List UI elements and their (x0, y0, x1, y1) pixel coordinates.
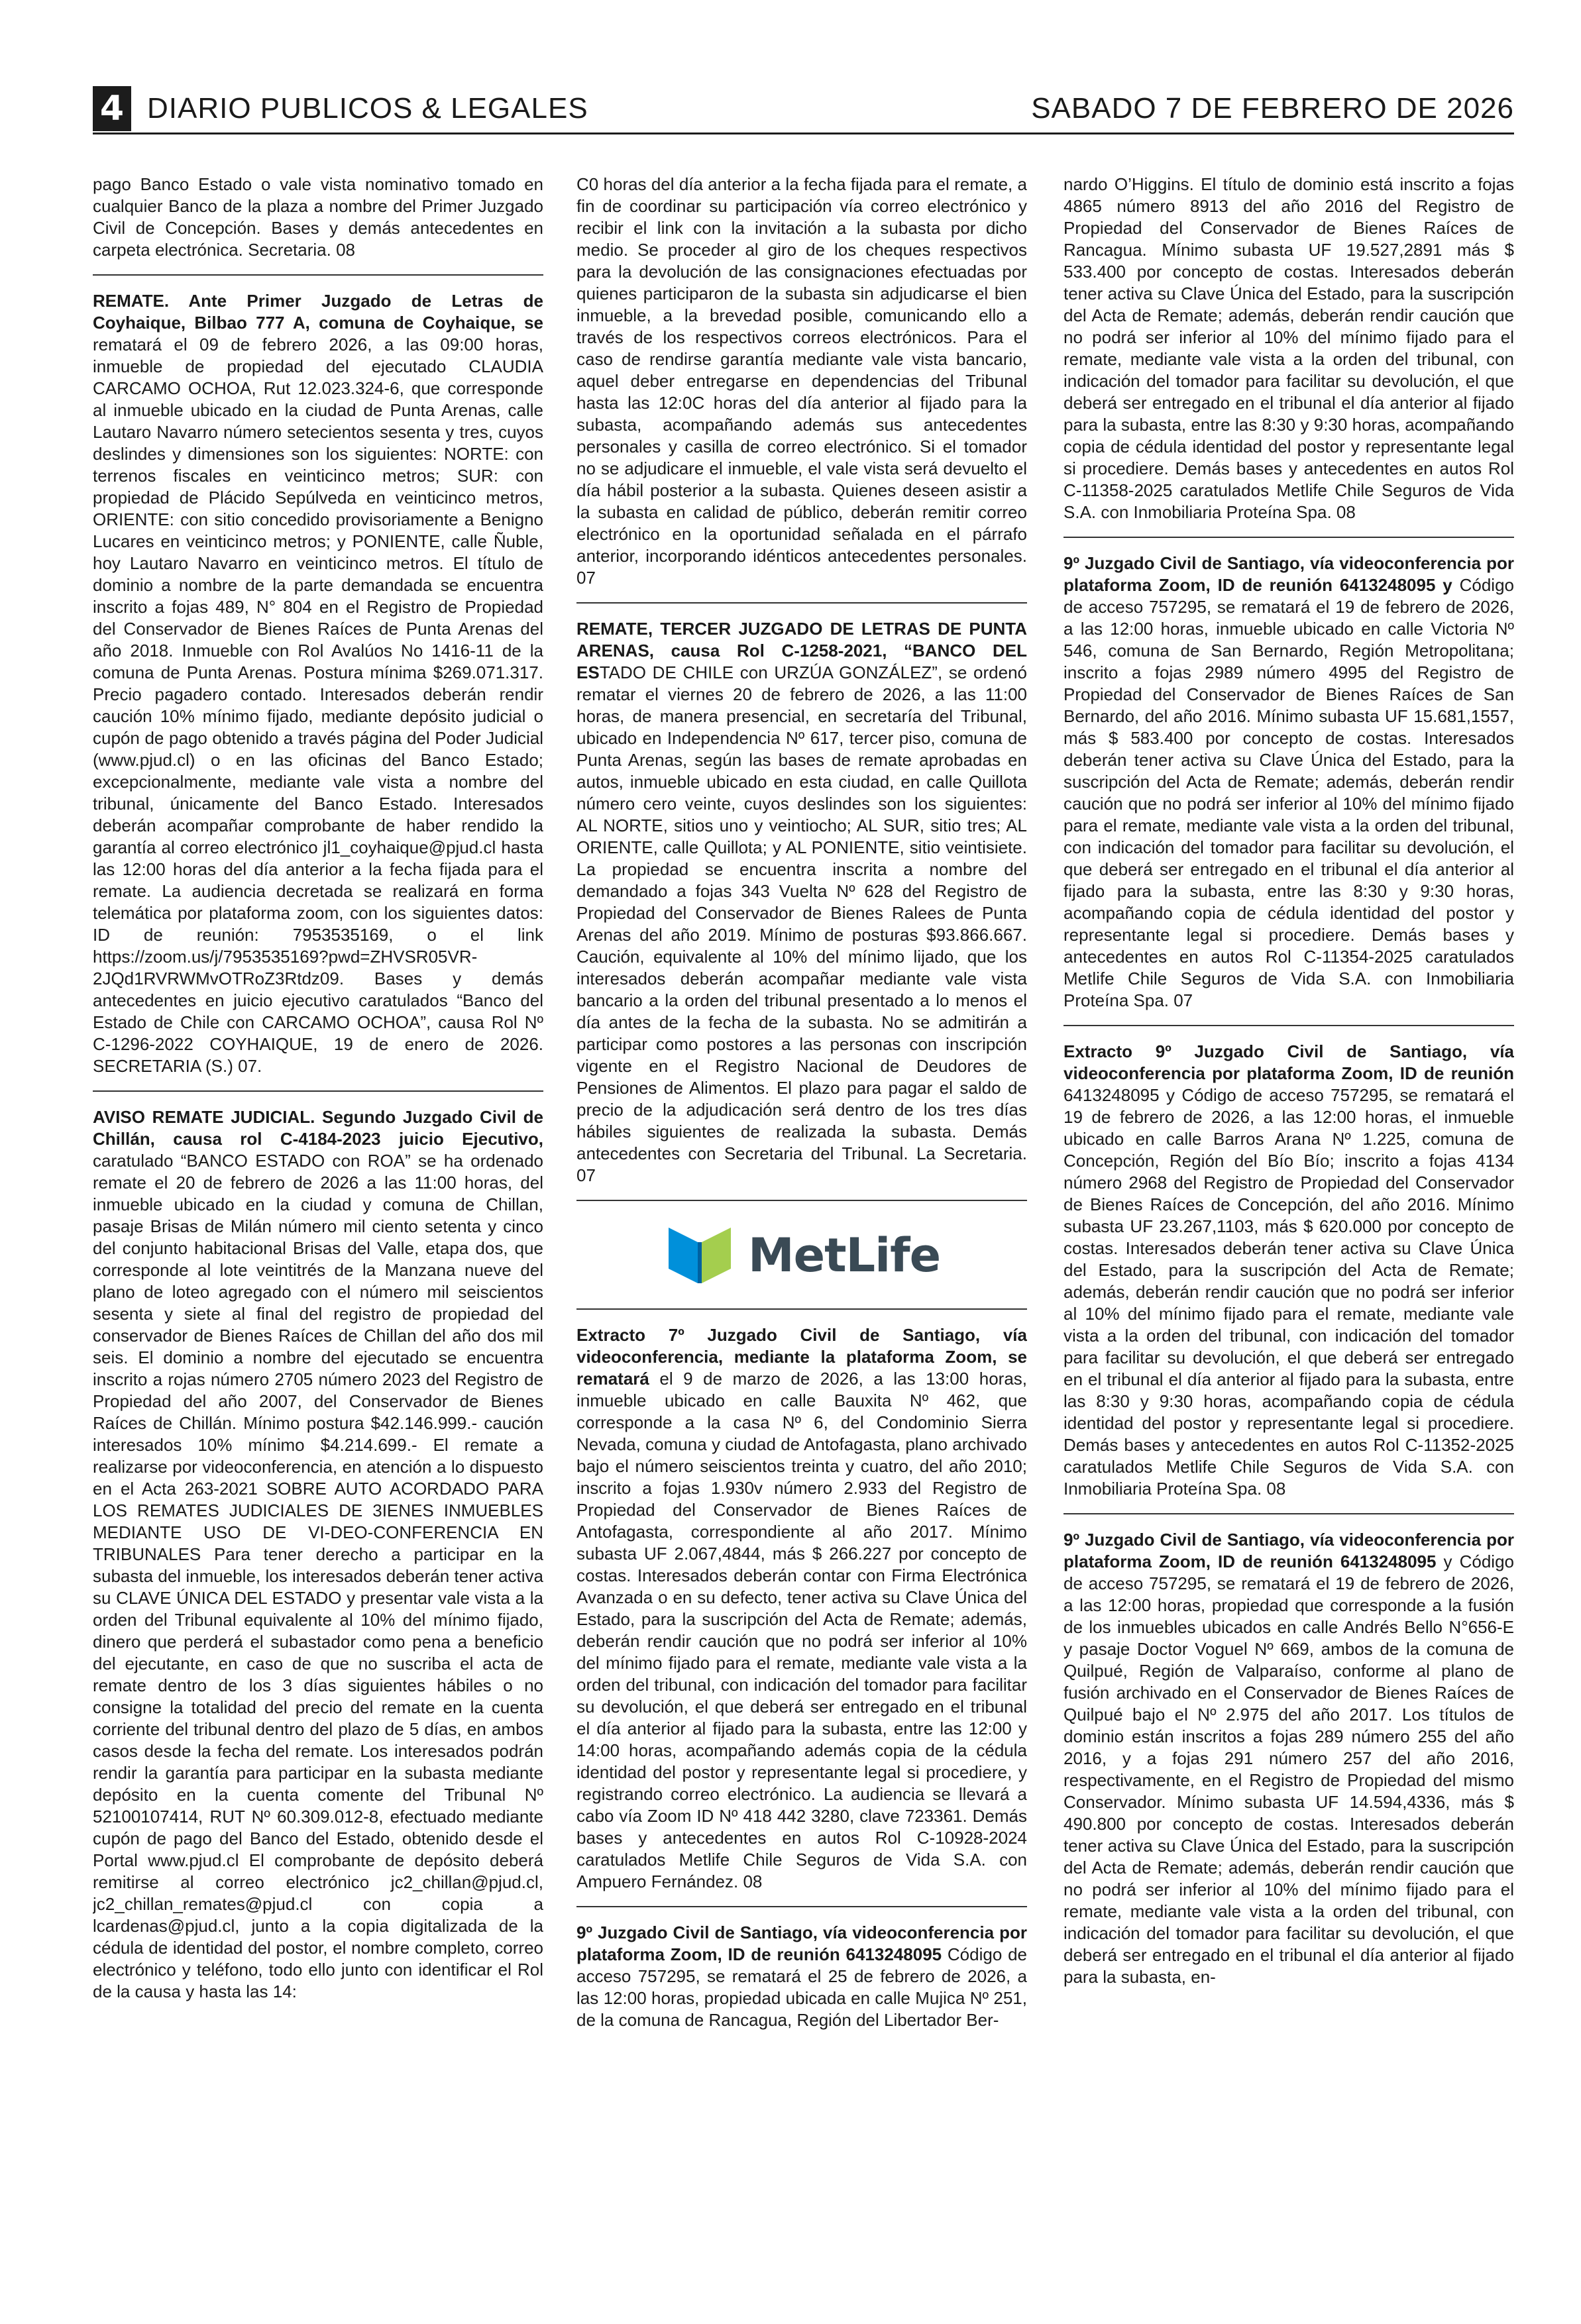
notice-body: Código de acceso 757295, se rematará el 25 de febrero de 2026, a las 12:00 horas, propiedad ubicada en calle Mujica Nº 251, de la comuna de Rancagua, Región del Libertador Ber- (576, 1944, 1027, 2030)
notice-text (576, 174, 1027, 589)
metlife-logo-icon (663, 1222, 736, 1289)
notice-text (93, 174, 543, 261)
notice-heading: REMATE, TERCER JUZGADO DE LETRAS DE PUNTA ARENAS, causa Rol C-1258-2021, “BANCO DEL ES (576, 619, 1027, 682)
notice-body: pago Banco Estado o vale vista nominativo tomado en cualquier Banco de la plaza a nombre del Primer Juzgado Civil de Concepción. Bases y demás antecedentes en carpeta electrónica. Secretaria. 08 (93, 174, 543, 260)
notice-heading: 9º Juzgado Civil de Santiago, vía videoconferencia por plataforma Zoom, ID de reunión 6413248095 y (1063, 553, 1514, 595)
notice-separator (1063, 537, 1514, 538)
notice (1063, 1529, 1514, 1988)
notice (576, 618, 1027, 1187)
notice (93, 1106, 543, 2003)
notice (1063, 174, 1514, 523)
notice-separator (93, 274, 543, 276)
notice (93, 174, 543, 261)
notice-text (576, 1922, 1027, 2031)
notice-text (576, 618, 1027, 1187)
notice-separator (576, 1906, 1027, 1907)
notice-heading: Extracto 9º Juzgado Civil de Santiago, vía videoconferencia por plataforma Zoom, ID de reunión (1063, 1041, 1514, 1083)
notice-text (1063, 1529, 1514, 1988)
notice-separator (576, 1200, 1027, 1201)
notice (1063, 553, 1514, 1012)
notice-text (1063, 174, 1514, 523)
notice-heading: REMATE. Ante Primer Juzgado de Letras de Coyhaique, Bilbao 777 A, comuna de Coyhaique, se (93, 291, 543, 333)
notice-text (1063, 553, 1514, 1012)
notice-body: TADO DE CHILE con URZÚA GONZÁLEZ”, se ordenó rematar el viernes 20 de febrero de 2026, a las 11:00 horas, de manera presencial, en secretaría del Tribunal, ubicado en Independencia Nº 617, tercer piso, comuna de Punta Arenas, según las bases de remate aprobadas en autos, inmueble ubicado en esta ciudad, en calle Quillota número cero veinte, cuyos deslindes son los siguientes: AL NORTE, sitios uno y veintiocho; AL SUR, sitio tres; AL ORIENTE, calle Quillota; y AL PONIENTE, sitio veintisiete. La propiedad se encuentra inscrita a nombre del demandado a fojas 343 Vuelta Nº 628 del Registro de Propiedad del Conservador de Bienes Ralees de Punta Arenas del año 2019. Mínimo de posturas $93.866.667. Caución, equivalente al 10% del mínimo lijado, que los interesados deberán acompañar mediante vale vista bancario a la orden del tribunal presentado a lo menos el día antes de la fecha de la subasta. No se admitirán a participar como postores a las personas con inscripción vigente en el Registro Nacional de Deudores de Pensiones de Alimentos. El plazo para pagar el saldo de precio de la adjudicación será dentro de los tres días hábiles siguientes de realizada la subasta. Demás antecedentes con Secretaria del Tribunal. La Secretaria. 07 (576, 662, 1027, 1185)
notice-body: Código de acceso 757295, se rematará el 19 de febrero de 2026, a las 12:00 horas, inmueble ubicado en calle Victoria Nº 546, comuna de San Bernardo, Región Metropolitana; inscrito a fojas 2989 número 4995 del Registro de Propiedad del Conservador de Bienes Raíces de San Bernardo, del año 2016. Mínimo subasta UF 15.681,1557, más $ 583.400 por concepto de costas. Interesados deberán tener activa su Clave Única del Estado, para la suscripción del Acta de Remate; además, deberán rendir caución que no podrá ser inferior al 10% del mínimo fijado para el remate, mediante vale vista a la orden del tribunal, con indicación del tomador para facilitar su devolución, el que deberá ser entregado en el tribunal el día anterior al fijado para la subasta, entre las 8:30 y 9:30 horas, acompañando copia de cédula identidad del postor y representante legal si procediere. Demás bases y antecedentes en autos Rol C-11354-2025 caratulados Metlife Chile Seguros de Vida S.A. con Inmobiliaria Proteína Spa. 07 (1063, 575, 1514, 1010)
notice-separator (1063, 1513, 1514, 1514)
issue-date: SABADO 7 DE FEBRERO DE 2026 (1031, 92, 1514, 125)
paper-name: DIARIO PUBLICOS & LEGALES (147, 92, 588, 125)
notice-text (93, 1106, 543, 2003)
notice-separator (576, 602, 1027, 604)
notice-heading: Extracto 7º Juzgado Civil de Santiago, vía videoconferencia, mediante la plataforma Zoom, se rematará (576, 1325, 1027, 1389)
notice-text (576, 1324, 1027, 1893)
notice-body: nardo O’Higgins. El título de dominio está inscrito a fojas 4865 número 8913 del año 2016 del Registro de Propiedad del Conservador de Bienes Raíces de Rancagua. Mínimo subasta UF 19.527,2891 más $ 533.400 por concepto de costas. Interesados deberán tener activa su Clave Única del Estado, para la suscripción del Acta de Remate; además, deberán rendir caución que no podrá ser inferior al 10% del mínimo fijado para el remate, mediante vale vista a la orden del tribunal, con indicación del tomador para facilitar su devolución, el que deberá ser entregado en el tribunal el día anterior al fijado para la subasta, entre las 8:30 y 9:30 horas, acompañando copia de cédula identidad del postor y representante legal si procediere. Demás bases y antecedentes en autos Rol C-11358-2025 caratulados Metlife Chile Seguros de Vida S.A. con Inmobiliaria Proteína Spa. 08 (1063, 174, 1514, 522)
metlife-wordmark: MetLife (747, 1228, 941, 1283)
notice-separator (1063, 1025, 1514, 1026)
notice-body: y Código de acceso 757295, se rematará el 19 de febrero de 2026, a las 12:00 horas, propiedad que corresponde a la fusión de los inmuebles ubicados en calle Andrés Bello N°656-E y pasaje Doctor Voguel Nº 669, ambos de la comuna de Quilpué, Región de Valparaíso, conforme al plano de fusión archivado en el Conservador de Bienes Raíces de Quilpué bajo el Nº 2.975 del año 2017. Los títulos de dominio están inscritos a fojas 289 número 255 del año 2016, y a fojas 291 número 257 del año 2016, respectivamente, en el Registro de Propiedad del mismo Conservador. Mínimo subasta UF 14.594,4336, más $ 490.800 por concepto de costas. Interesados deberán tener activa su Clave Única del Estado, para la suscripción del Acta de Remate; además, deberán rendir caución que no podrá ser inferior al 10% del mínimo fijado para el remate, mediante vale vista a la orden del tribunal, con indicación del tomador para facilitar su devolución, el que deberá ser entregado en el tribunal el día anterior al fijado para la subasta, en- (1063, 1552, 1514, 1987)
notice (576, 1922, 1027, 2031)
notice-heading: 9º Juzgado Civil de Santiago, vía videoconferencia por plataforma Zoom, ID de reunión 6413248095 (576, 1923, 1027, 1964)
notice-separator (93, 1090, 543, 1092)
notice-text (93, 290, 543, 1077)
column-3 (1063, 174, 1514, 2280)
notice-separator (576, 1308, 1027, 1310)
notice-text (1063, 1041, 1514, 1500)
metlife-ad (576, 1216, 1027, 1295)
page-header (93, 86, 1514, 132)
notice-body: C0 horas del día anterior a la fecha fijada para el remate, a fin de coordinar su participación vía correo electrónico y recibir el link con la invitación a la subasta por dicho medio. Se proceder al giro de los cheques respectivos para la devolución de las consignaciones efectuadas por quienes participaron de la subasta sin adjudicarse el bien inmueble, a la brevedad posible, comunicando ello a través de los respectivos correos electrónicos. Para el caso de rendirse garantía mediante vale vista bancario, aquel deber entregarse en dependencias del Tribunal hasta las 12:0C horas del día anterior al fijado para la subasta, acompañando además sus antecedentes personales y casilla de correo electrónico. Si el tomador no se adjudicare el inmueble, el vale vista será devuelto el día hábil posterior a la subasta. Quienes deseen asistir a la subasta en calidad de público, deberán remitir correo electrónico en la oportunidad señalada en el párrafo anterior, incorporando idénticos antecedentes personales. 07 (576, 174, 1027, 588)
notice-body: el 9 de marzo de 2026, a las 13:00 horas, inmueble ubicado en calle Bauxita Nº 462, que corresponde a la casa Nº 6, del Condominio Sierra Nevada, comuna y ciudad de Antofagasta, plano archivado bajo el número seiscientos treinta y cuatro, del año 2010; inscrito a fojas 1.930v número 2.933 del Registro de Propiedad del Conservador de Bienes Raíces de Antofagasta, correspondiente al año 2017. Mínimo subasta UF 2.067,4844, más $ 266.227 por concepto de costas. Interesados deberán contar con Firma Electrónica Avanzada o en su defecto, tener activa su Clave Única del Estado, para la suscripción del Acta de Remate; además, deberán rendir caución que no podrá ser inferior al 10% del mínimo fijado para el remate, mediante vale vista a la orden del tribunal, con indicación del tomador para facilitar su devolución, el que deberá ser entregado en el tribunal el día anterior al fijado para la subasta, entre las 12:00 y 14:00 horas, acompañando además copia de la cédula identidad del postor y representante legal si procediere, y registrando correo electrónico. La audiencia se llevará a cabo vía Zoom ID Nº 418 442 3280, clave 723361. Demás bases y antecedentes en autos Rol C-10928-2024 caratulados Metlife Chile Seguros de Vida S.A. con Ampuero Fernández. 08 (576, 1369, 1027, 1891)
column-2 (576, 174, 1027, 2280)
notice-body: caratulado “BANCO ESTADO con ROA” se ha ordenado remate el 20 de febrero de 2026 a las 11:00 horas, del inmueble ubicado en la ciudad y comuna de Chillan, pasaje Brisas de Milán número mil ciento setenta y cinco del conjunto habitacional Brisas del Valle, etapa dos, que corresponde al lote veintitrés de la Manzana nueve del plano de loteo agregado con el número mil seiscientos sesenta y siete al final del registro de propiedad del conservador de Bienes Raíces de Chillan del año dos mil seis. El dominio a nombre del ejecutado se encuentra inscrito a rojas número 2705 número 2023 del Registro de Propiedad del año 2007, del Conservador de Bienes Raíces de Chillán. Mínimo postura $42.146.999.- caución interesados 10% mínimo $4.214.699.- El remate a realizarse por videoconferencia, en atención a lo dispuesto en el Acta 263-2021 SOBRE AUTO ACORDADO PARA LOS REMATES JUDICIALES DE 3IENES INMUEBLES MEDIANTE USO DE VI-DEO-CONFERENCIA EN TRIBUNALES Para tener derecho a participar en la subasta del inmueble, los interesados deberán tener activa su CLAVE ÚNICA DEL ESTADO y presentar vale vista a la orden del Tribunal equivalente al 10% del mínimo fijado, dinero que perderá el subastador como pena a beneficio del ejecutante, en caso de que no suscriba el acta de remate dentro de los 3 días siguientes hábiles o no consigne la totalidad del precio del remate en la cuenta corriente del tribunal dentro del plazo de 5 días, en ambos casos desde la fecha del remate. Los interesados podrán rendir la garantía para participar en la subasta mediante depósito en la cuenta comente del Tribunal Nº 52100107414, RUT Nº 60.309.012-8, efectuado mediante cupón de pago del Banco del Estado, obtenido desde el Portal www.pjud.cl El comprobante de depósito deberá remitirse al correo electrónico jc2_chillan@pjud.cl, jc2_chillan_remates@pjud.cl con copia a lcardenas@pjud.cl, junto a la copia digitalizada de la cédula de identidad del postor, el nombre completo, correo electrónico y teléfono, todo ello junto con identificar el Rol de la causa y hasta las 14: (93, 1151, 543, 2001)
page-number: 4 (93, 86, 131, 131)
notice (576, 174, 1027, 589)
header-rule (93, 132, 1514, 134)
notice (93, 290, 543, 1077)
column-1 (93, 174, 543, 2280)
notice-body: rematará el 09 de febrero 2026, a las 09:00 horas, inmueble de propiedad del ejecutado CLAUDIA CARCAMO OCHOA, Rut 12.023.324-6, que corresponde al inmueble ubicado en la ciudad de Punta Arenas, calle Lautaro Navarro número setecientos sesenta y tres, cuyos deslindes y dimensiones son los siguientes: NORTE: con terrenos fiscales en veinticinco metros; SUR: con propiedad de Plácido Sepúlveda en veinticinco metros, ORIENTE: con sitio concedido provisoriamente a Benigno Lucares en veinticinco metros; y PONIENTE, calle Ñuble, hoy Lautaro Navarro en veinticinco metros. El título de dominio a nombre de la parte demandada se encuentra inscrito a fojas 489, N° 804 en el Registro de Propiedad del Conservador de Bienes Raíces de Punta Arenas del año 2018. Inmueble con Rol Avalúos No 1416-11 de la comuna de Punta Arenas. Postura mínima $269.071.317. Precio pagadero contado. Interesados deberán rendir caución 10% mínimo fijado, mediante depósito judicial o cupón de pago obtenido a través página del Poder Judicial (www.pjud.cl) o en las oficinas del Banco Estado; excepcionalmente, mediante vale vista a nombre del tribunal, únicamente del Banco Estado. Interesados deberán acompañar comprobante de haber rendido la garantía al correo electrónico jl1_coyhaique@pjud.cl hasta las 12:00 horas del día anterior a la fecha fijada para el remate. La audiencia decretada se realizará en forma telemática por plataforma zoom, con los siguientes datos: ID de reunión: 7953535169, o el link https://zoom.us/j/7953535169?pwd=ZHVSR05VR-2JQd1RVRWMvOTRoZ3Rtdz09. Bases y demás antecedentes en juicio ejecutivo caratulados “Banco del Estado de Chile con CARCAMO OCHOA”, causa Rol Nº C-1296-2022 COYHAIQUE, 19 de enero de 2026. SECRETARIA (S.) 07. (93, 335, 543, 1076)
notice-heading: AVISO REMATE JUDICIAL. Segundo Juzgado Civil de Chillán, causa rol C-4184-2023 juicio Ejecutivo, (93, 1107, 543, 1149)
notice (576, 1324, 1027, 1893)
notice-body: 6413248095 y Código de acceso 757295, se rematará el 19 de febrero de 2026, a las 12:00 horas, el inmueble ubicado en calle Barros Arana Nº 1.225, comuna de Concepción, Región del Bío Bío; inscrito a fojas 4134 número 2968 del Registro de Propiedad del Conservador de Bienes Raíces de Concepción, del año 2016. Mínimo subasta UF 23.267,1103, más $ 620.000 por concepto de costas. Interesados deberán tener activa su Clave Única del Estado, para la suscripción del Acta de Remate; además, deberán rendir caución que no podrá ser inferior al 10% del mínimo fijado para el remate, mediante vale vista a la orden del tribunal, con indicación del tomador para facilitar su devolución, el que deberá ser entregado en el tribunal el día anterior al fijado para la subasta, entre las 8:30 y 9:30 horas, acompañando copia de cédula identidad del postor y representante legal si procediere. Demás bases y antecedentes en autos Rol C-11352-2025 caratulados Metlife Chile Seguros de Vida S.A. con Inmobiliaria Proteína Spa. 08 (1063, 1085, 1514, 1499)
notice (1063, 1041, 1514, 1500)
notice-heading: 9º Juzgado Civil de Santiago, vía videoconferencia por plataforma Zoom, ID de reunión 6413248095 (1063, 1530, 1514, 1571)
